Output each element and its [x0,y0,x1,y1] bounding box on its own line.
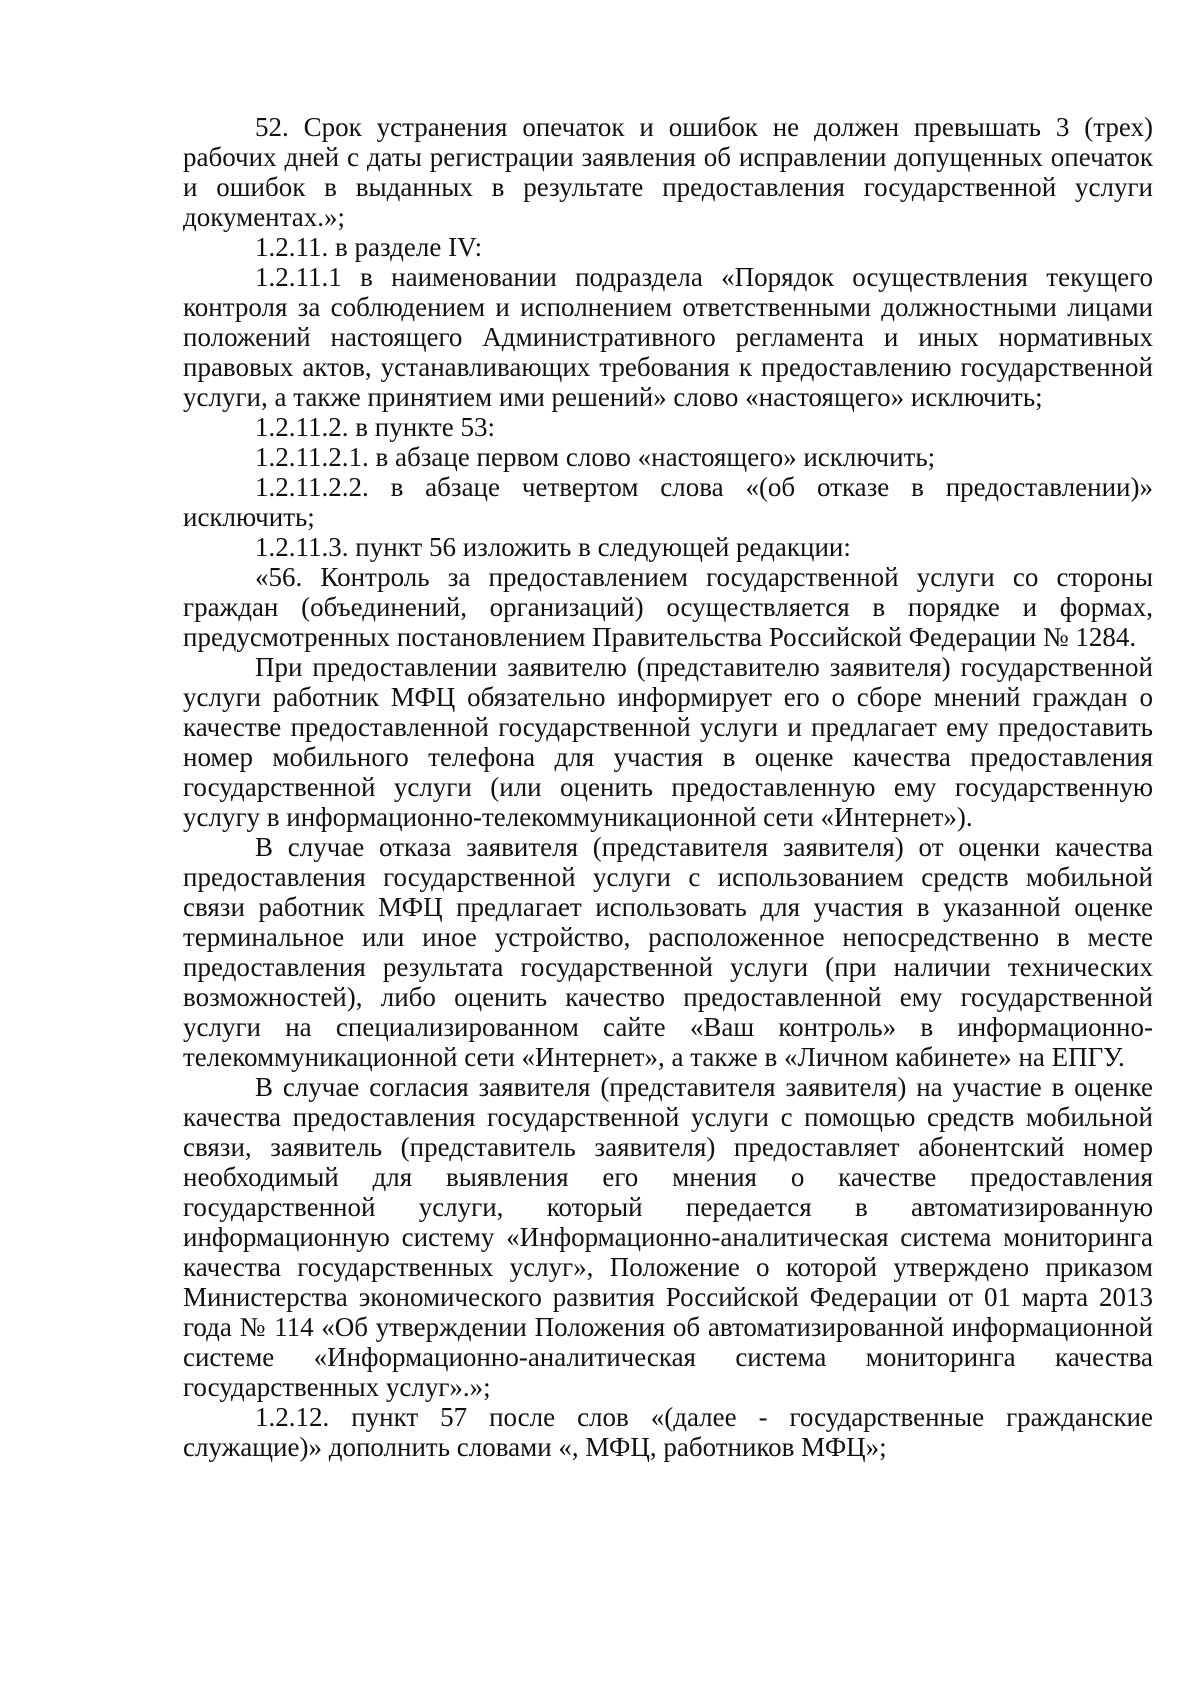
paragraph-refusal: В случае отказа заявителя (представителя заявителя) от оценки качества предоставления государственной услуги с использованием средств мобильной связи работник МФЦ предлагает использовать для участия в указанной оценке терминальное или иное устройство, расположенное непосредственно в месте предоставления результата государственной услуги (при наличии технических возможностей), либо оценить качество предоставленной ему государственной услуги на специализированном сайте «Ваш контроль» в информационно-телекоммуникационной сети «Интернет», а также в «Личном кабинете» на ЕПГУ. [183,832,1153,1072]
paragraph-1-2-11-1: 1.2.11.1 в наименовании подраздела «Порядок осуществления текущего контроля за соблюдением и исполнением ответственными должностными лицами положений настоящего Административного регламента и иных нормативных правовых актов, устанавливающих требования к предоставлению государственной услуги, а также принятием ими решений» слово «настоящего» исключить; [183,262,1153,412]
paragraph-1-2-11-3: 1.2.11.3. пункт 56 изложить в следующей редакции: [255,532,851,562]
paragraph-1-2-11: 1.2.11. в разделе IV: [255,232,483,262]
paragraph-mfc-inform: При предоставлении заявителю (представителю заявителя) государственной услуги работник МФЦ обязательно информирует его о сборе мнений граждан о качестве предоставленной государственной услуги и предлагает ему предоставить номер мобильного телефона для участия в оценке качества предоставления государственной услуги (или оценить предоставленную ему государственную услугу в информационно-телекоммуникационной сети «Интернет»). [183,652,1153,832]
paragraph-1-2-11-2: 1.2.11.2. в пункте 53: [255,412,495,442]
document-body [183,112,1153,1462]
paragraph-1-2-12: 1.2.12. пункт 57 после слов «(далее - государственные гражданские служащие)» дополнить словами «, МФЦ, работников МФЦ»; [183,1402,1153,1462]
paragraph-1-2-11-2-2: 1.2.11.2.2. в абзаце четвертом слова «(об отказе в предоставлении)» исключить; [183,472,1153,532]
paragraph-consent: В случае согласия заявителя (представителя заявителя) на участие в оценке качества предоставления государственной услуги с помощью средств мобильной связи, заявитель (представитель заявителя) предоставляет абонентский номер необходимый для выявления его мнения о качестве предоставления государственной услуги, который передается в автоматизированную информационную систему «Информационно-аналитическая система мониторинга качества государственных услуг», Положение о которой утверждено приказом Министерства экономического развития Российской Федерации от 01 марта 2013 года № 114 «Об утверждении Положения об автоматизированной информационной системе «Информационно-аналитическая система мониторинга качества государственных услуг».»; [183,1072,1153,1402]
paragraph-52: 52. Срок устранения опечаток и ошибок не должен превышать 3 (трех) рабочих дней с даты регистрации заявления об исправлении допущенных опечаток и ошибок в выданных в результате предоставления государственной услуги документах.»; [183,112,1153,232]
paragraph-1-2-11-2-1: 1.2.11.2.1. в абзаце первом слово «настоящего» исключить; [255,442,936,472]
paragraph-56: «56. Контроль за предоставлением государственной услуги со стороны граждан (объединений, организаций) осуществляется в порядке и формах, предусмотренных постановлением Правительства Российской Федерации № 1284. [183,562,1153,652]
